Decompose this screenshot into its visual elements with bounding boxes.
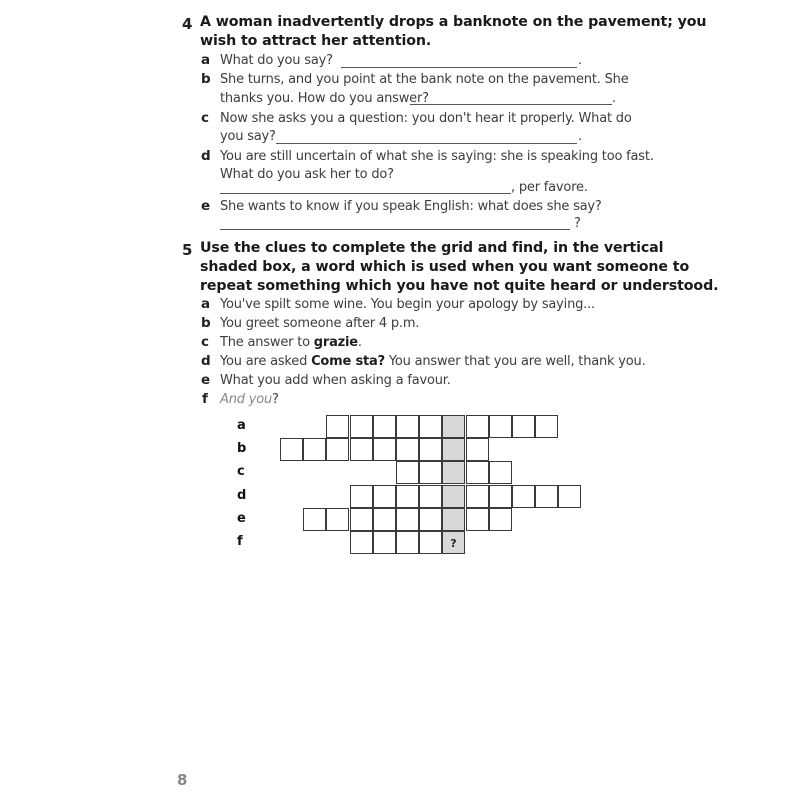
grid-row-label-d: d (237, 488, 247, 503)
clue-a-letter: a (201, 296, 211, 312)
item-4a-end: . (578, 53, 582, 68)
grid-cell-a-2[interactable] (326, 415, 349, 438)
grid-cell-e-1[interactable] (303, 508, 326, 531)
grid-cell-d-12[interactable] (558, 485, 581, 508)
grid-row-label-a: a (237, 418, 246, 433)
item-4e-text: She wants to know if you speak English: what does she say? (220, 199, 602, 214)
grid-cell-e-5[interactable] (396, 508, 419, 531)
shaded-grid-cell-b-7[interactable] (442, 438, 465, 461)
clue-d-letter: d (201, 353, 211, 369)
item-4e-end: ? (574, 216, 581, 231)
grid-cell-b-4[interactable] (373, 438, 396, 461)
answer-line-4c[interactable] (276, 143, 577, 144)
grid-cell-a-10[interactable] (512, 415, 535, 438)
clue-c-text (220, 335, 362, 350)
clue-f-italic: And you (220, 392, 273, 407)
shaded-grid-cell-c-7[interactable] (442, 461, 465, 484)
item-4c-end: . (578, 129, 582, 144)
answer-line-4d[interactable] (220, 193, 511, 194)
grid-cell-b-2[interactable] (326, 438, 349, 461)
shaded-grid-cell-e-7[interactable] (442, 508, 465, 531)
item-4a-letter: a (201, 52, 211, 68)
answer-line-4e[interactable] (220, 229, 570, 230)
clue-c-post: . (357, 335, 362, 350)
grid-cell-e-3[interactable] (350, 508, 373, 531)
exercise-4-number: 4 (182, 15, 193, 33)
page-number: 8 (177, 771, 188, 789)
grid-cell-d-11[interactable] (535, 485, 558, 508)
clue-d-text (220, 354, 646, 369)
grid-cell-d-8[interactable] (466, 485, 489, 508)
grid-cell-d-10[interactable] (512, 485, 535, 508)
grid-cell-e-6[interactable] (419, 508, 442, 531)
item-4c-text-line-2: you say? (220, 129, 276, 144)
grid-cell-b-1[interactable] (303, 438, 326, 461)
clue-f-post: ? (272, 392, 279, 407)
grid-cell-c-5[interactable] (396, 461, 419, 484)
grid-cell-f-3[interactable] (350, 531, 373, 554)
grid-cell-c-8[interactable] (466, 461, 489, 484)
exercise-5-heading-line-1: Use the clues to complete the grid and find, in the vertical (200, 240, 664, 256)
item-4b-letter: b (201, 71, 211, 87)
clue-d-keyword: Come sta? (311, 354, 385, 369)
clue-b-text: You greet someone after 4 p.m. (220, 316, 420, 331)
item-4d-end: , per favore. (511, 180, 588, 195)
clue-d-post: You answer that you are well, thank you. (384, 354, 646, 369)
clue-d-pre: You are asked (220, 354, 312, 369)
grid-cell-b-0[interactable] (280, 438, 303, 461)
shaded-grid-cell-f-7[interactable] (442, 531, 465, 554)
grid-cell-b-6[interactable] (419, 438, 442, 461)
clue-c-pre: The answer to (220, 335, 314, 350)
answer-line-4a[interactable] (341, 67, 577, 68)
grid-cell-a-9[interactable] (489, 415, 512, 438)
exercise-4-heading-line-1: A woman inadvertently drops a banknote on the pavement; you (200, 14, 707, 30)
grid-cell-f-6[interactable] (419, 531, 442, 554)
clue-c-keyword: grazie (313, 335, 358, 350)
grid-row-label-f: f (237, 534, 243, 549)
grid-cell-d-5[interactable] (396, 485, 419, 508)
grid-cell-d-4[interactable] (373, 485, 396, 508)
clue-e-letter: e (201, 372, 211, 388)
mystery-mark: ? (450, 537, 457, 550)
item-4b-text-line-1: She turns, and you point at the bank note on the pavement. She (220, 72, 629, 87)
grid-cell-e-2[interactable] (326, 508, 349, 531)
grid-cell-f-4[interactable] (373, 531, 396, 554)
item-4d-letter: d (201, 148, 211, 164)
answer-line-4b[interactable] (410, 104, 612, 105)
item-4a-text: What do you say? (220, 53, 333, 68)
grid-cell-d-3[interactable] (350, 485, 373, 508)
item-4c-text-line-1: Now she asks you a question: you don't hear it properly. What do (220, 111, 632, 126)
grid-cell-d-9[interactable] (489, 485, 512, 508)
clue-c-letter: c (201, 334, 210, 350)
grid-cell-d-6[interactable] (419, 485, 442, 508)
grid-cell-e-4[interactable] (373, 508, 396, 531)
grid-cell-a-4[interactable] (373, 415, 396, 438)
grid-cell-f-5[interactable] (396, 531, 419, 554)
item-4b-text-line-2: thanks you. How do you answer? (220, 91, 429, 106)
grid-cell-e-9[interactable] (489, 508, 512, 531)
clue-a-text: You've spilt some wine. You begin your apology by saying... (220, 297, 595, 312)
item-4d-text-line-1: You are still uncertain of what she is saying: she is speaking too fast. (220, 149, 654, 164)
grid-cell-a-6[interactable] (419, 415, 442, 438)
exercise-4-heading-line-2: wish to attract her attention. (200, 33, 432, 49)
grid-cell-a-3[interactable] (350, 415, 373, 438)
clue-b-letter: b (201, 315, 211, 331)
grid-cell-c-9[interactable] (489, 461, 512, 484)
grid-cell-a-8[interactable] (466, 415, 489, 438)
grid-cell-a-5[interactable] (396, 415, 419, 438)
clue-f-text (220, 392, 279, 407)
item-4e-letter: e (201, 198, 211, 214)
grid-cell-b-5[interactable] (396, 438, 419, 461)
grid-cell-a-11[interactable] (535, 415, 558, 438)
shaded-grid-cell-a-7[interactable] (442, 415, 465, 438)
grid-row-label-e: e (237, 511, 246, 526)
shaded-grid-cell-d-7[interactable] (442, 485, 465, 508)
grid-cell-b-3[interactable] (350, 438, 373, 461)
exercise-5-number: 5 (182, 241, 193, 259)
grid-cell-b-8[interactable] (466, 438, 489, 461)
item-4c-letter: c (201, 110, 210, 126)
grid-row-label-b: b (237, 441, 247, 456)
item-4d-text-line-2: What do you ask her to do? (220, 167, 394, 182)
grid-cell-c-6[interactable] (419, 461, 442, 484)
clue-f-letter: f (202, 391, 208, 407)
clue-e-text: What you add when asking a favour. (220, 373, 451, 388)
exercise-5-heading-line-3: repeat something which you have not quite heard or understood. (200, 278, 719, 294)
exercise-5-heading-line-2: shaded box, a word which is used when you want someone to (200, 259, 690, 275)
grid-row-label-c: c (237, 464, 245, 479)
grid-cell-e-8[interactable] (466, 508, 489, 531)
item-4b-end: . (612, 91, 616, 106)
